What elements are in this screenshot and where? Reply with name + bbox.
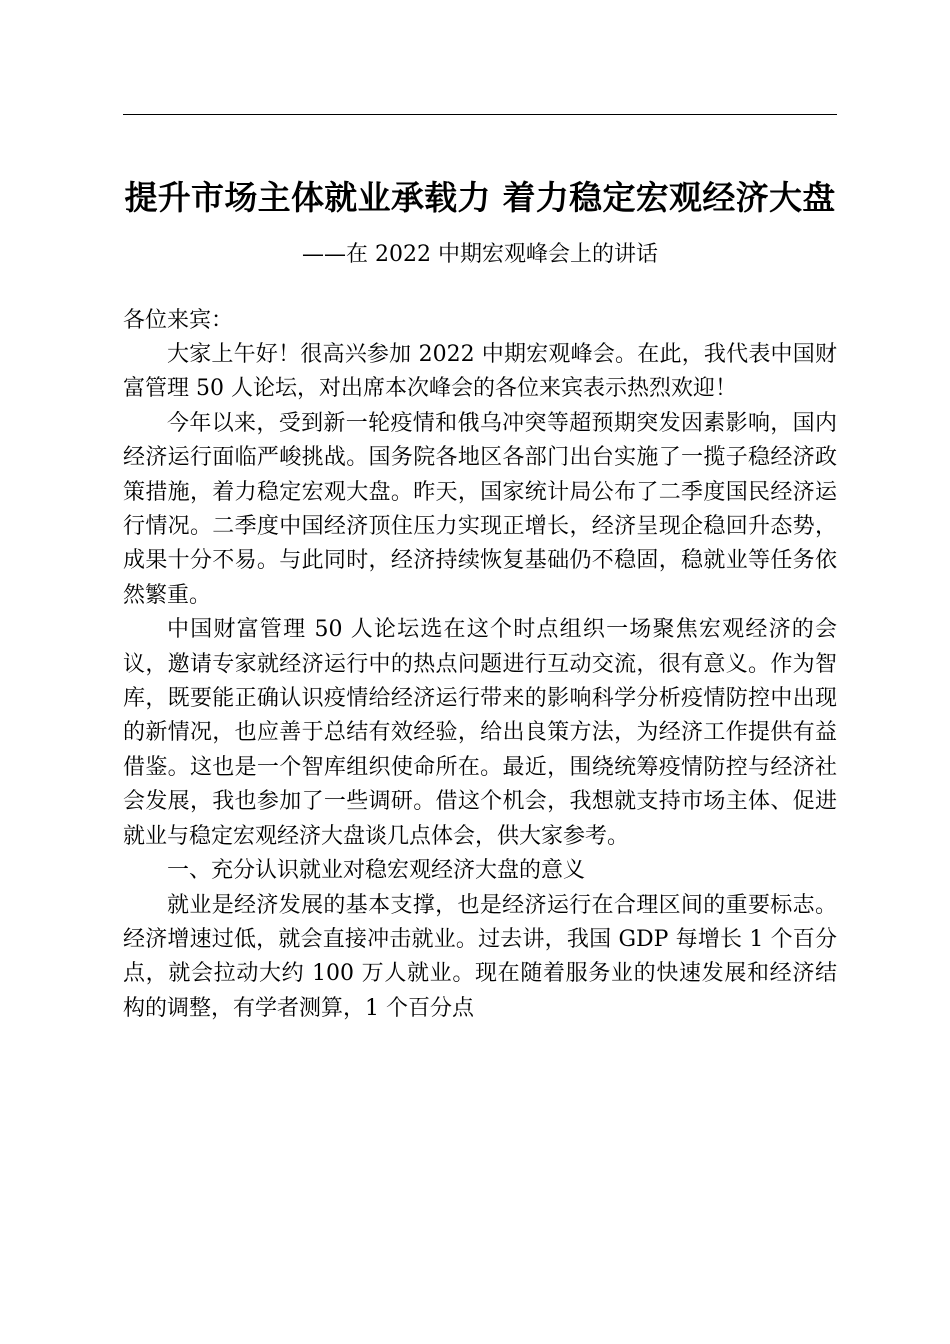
- document-subtitle: ——在 2022 中期宏观峰会上的讲话: [302, 242, 658, 267]
- document-body: [123, 164, 837, 1026]
- paragraph-forum: 中国财富管理 50 人论坛选在这个时点组织一场聚焦宏观经济的会议，邀请专家就经济运行中的热点问题进行互动交流，很有意义。作为智库，既要能正确认识疫情给经济运行带来的影响科学分析疫情防控中出现的新情况，也应善于总结有效经验，给出良策方法，为经济工作提供有益借鉴。这也是一个智库组织使命所在。最近，围绕统筹疫情防控与经济社会发展，我也参加了一些调研。借这个机会，我想就支持市场主体、促进就业与稳定宏观经济大盘谈几点体会，供大家参考。: [123, 617, 837, 849]
- section-heading: 一、充分认识就业对稳宏观经济大盘的意义: [167, 858, 586, 884]
- salutation: 各位来宾：: [123, 308, 234, 333]
- paragraph-employment: 就业是经济发展的基本支撑，也是经济运行在合理区间的重要标志。经济增速过低，就会直接冲击就业。过去讲，我国 GDP 每增长 1 个百分点，就会拉动大约 100 万人就业。现在随着服务业的快速发展和经济结构的调整，有学者测算，1 个百分点: [123, 892, 837, 1021]
- document-title: 提升市场主体就业承载力 着力稳定宏观经济大盘: [124, 178, 836, 217]
- paragraph-greeting: 大家上午好！很高兴参加 2022 中期宏观峰会。在此，我代表中国财富管理 50 人论坛，对出席本次峰会的各位来宾表示热烈欢迎！: [123, 342, 837, 402]
- paragraph-economy: 今年以来，受到新一轮疫情和俄乌冲突等超预期突发因素影响，国内经济运行面临严峻挑战。国务院各地区各部门出台实施了一揽子稳经济政策措施，着力稳定宏观大盘。昨天，国家统计局公布了二季度国民经济运行情况。二季度中国经济顶住压力实现正增长，经济呈现企稳回升态势，成果十分不易。与此同时，经济持续恢复基础仍不稳固，稳就业等任务依然繁重。: [123, 410, 837, 608]
- header-rule: [123, 114, 837, 115]
